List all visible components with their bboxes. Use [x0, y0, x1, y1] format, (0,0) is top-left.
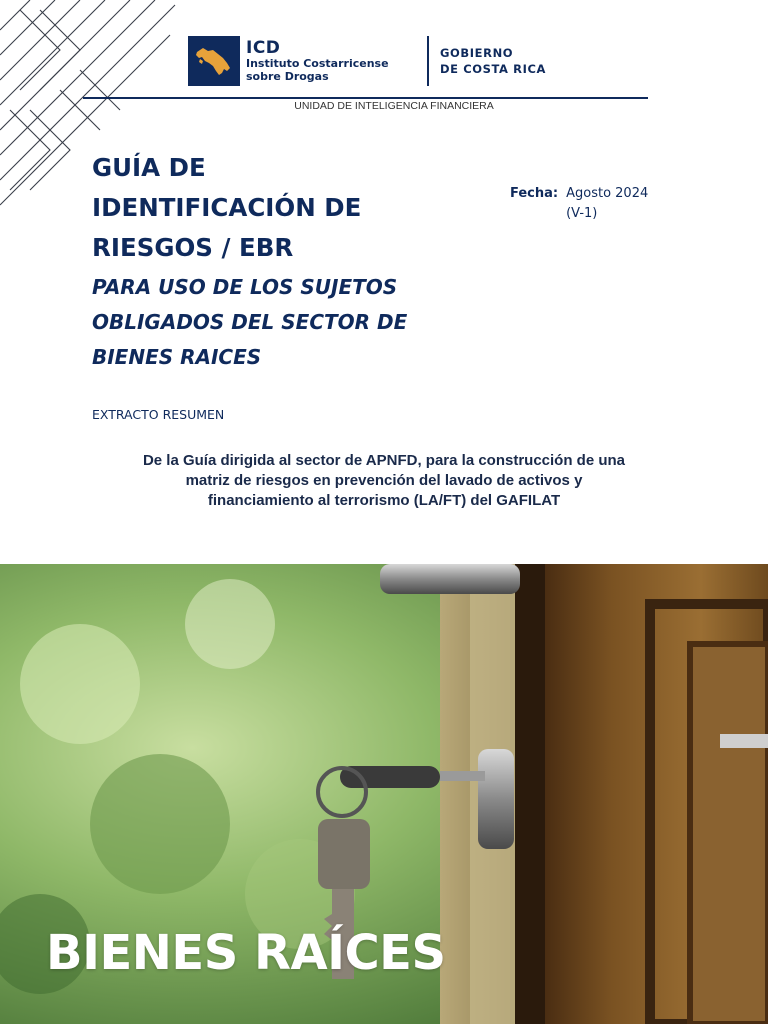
logo-name-line-1: Instituto Costarricense [246, 57, 389, 70]
title-line-1: GUÍA DE [92, 153, 206, 182]
description-line-2: matriz de riesgos en prevención del lavado de activos y [185, 472, 583, 489]
title-line-3: RIESGOS / EBR [92, 233, 294, 262]
unit-label: UNIDAD DE INTELIGENCIA FINANCIERA [294, 100, 494, 112]
logo-acronym: ICD [246, 38, 281, 58]
government-label [440, 45, 546, 77]
date-label: Fecha: [510, 186, 559, 201]
document-subtitle [92, 270, 492, 375]
date-value: Agosto 2024 [566, 186, 649, 201]
banner-title: BIENES RAÍCES [46, 925, 446, 981]
description-line-1: De la Guía dirigida al sector de APNFD, para la construcción de una [142, 452, 626, 469]
header-divider [427, 36, 429, 86]
description-line-3: financiamiento al terrorismo (LA/FT) del GAFILAT [207, 492, 561, 509]
subtitle-line-2: OBLIGADOS DEL SECTOR DE [92, 310, 408, 334]
logo-badge [188, 36, 240, 86]
header-rule [83, 97, 648, 99]
version-value: (V-1) [566, 206, 598, 221]
description [80, 451, 688, 511]
subtitle-line-1: PARA USO DE LOS SUJETOS [92, 275, 398, 299]
document-title [92, 148, 472, 268]
government-line-1: GOBIERNO [440, 46, 514, 60]
header-logo [188, 35, 389, 87]
logo-name-line-2: sobre Drogas [246, 70, 329, 83]
subtitle-line-3: BIENES RAICES [92, 345, 262, 369]
extract-label: EXTRACTO RESUMEN [92, 407, 225, 422]
title-line-2: IDENTIFICACIÓN DE [92, 193, 362, 222]
government-line-2: DE COSTA RICA [440, 62, 547, 76]
date-block [510, 184, 648, 224]
costa-rica-map-icon [194, 44, 234, 78]
